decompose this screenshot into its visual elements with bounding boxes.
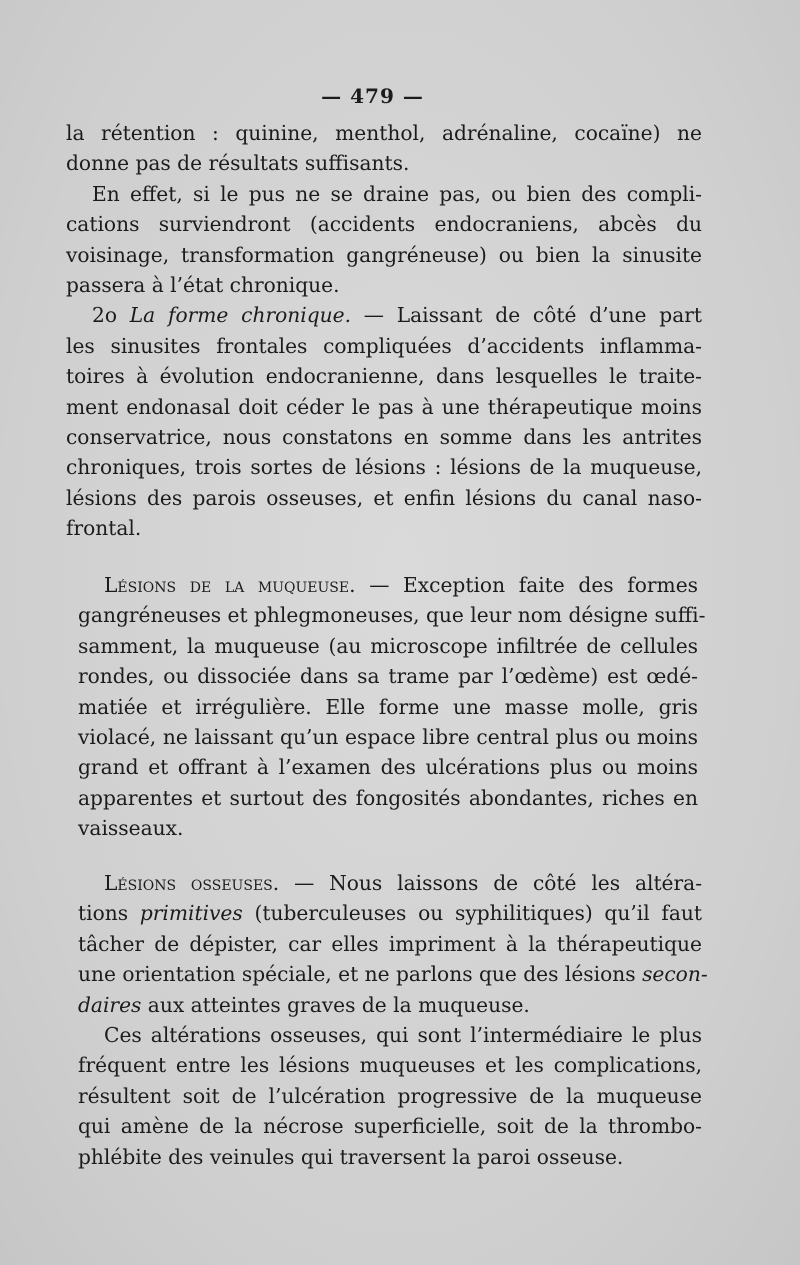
text-line: apparentes et surtout des fongosités abondantes, riches en bbox=[78, 785, 698, 810]
text-line: frontal. bbox=[66, 516, 142, 541]
paragraph-chronic-form bbox=[66, 300, 702, 543]
text-line: la rétention : quinine, menthol, adrénaline, cocaïne) ne bbox=[66, 121, 702, 145]
text-fragment: (tuberculeuses ou syphilitiques) qu’il faut bbox=[254, 901, 703, 926]
text-fragment: une orientation spéciale, et ne parlons que des lésions bbox=[78, 962, 636, 987]
text-line bbox=[78, 570, 698, 600]
text-line: tâcher de dépister, car elles impriment à la thérapeutique bbox=[78, 931, 702, 956]
text-fragment: — Laissant de côté d’une part bbox=[363, 303, 703, 328]
section-heading: Lésions osseuses. bbox=[104, 871, 280, 895]
text-line: matiée et irrégulière. Elle forme une masse molle, gris bbox=[78, 694, 698, 719]
text-line: passera à l’état chronique. bbox=[66, 273, 340, 298]
text-line: ment endonasal doit céder le pas à une thérapeutique moins bbox=[66, 394, 702, 419]
text-line bbox=[78, 990, 702, 1020]
text-line: violacé, ne laissant qu’un espace libre central plus ou moins bbox=[78, 725, 698, 750]
text-block-bone bbox=[78, 868, 708, 1172]
text-line: chroniques, trois sortes de lésions : lésions de la muqueuse, bbox=[66, 455, 702, 480]
text-block-mucosa bbox=[78, 570, 706, 844]
text-fragment: tions bbox=[78, 901, 129, 926]
text-line: vaisseaux. bbox=[78, 816, 184, 841]
text-line: rondes, ou dissociée dans sa trame par l’œdème) est œdé- bbox=[78, 664, 698, 689]
text-line bbox=[66, 300, 702, 330]
text-line: fréquent entre les lésions muqueuses et les complications, bbox=[78, 1053, 702, 1078]
text-line: toires à évolution endocranienne, dans lesquelles le traite- bbox=[66, 364, 702, 389]
text-line: lésions des parois osseuses, et enfin lésions du canal naso- bbox=[66, 485, 702, 510]
paragraph-continuation bbox=[66, 118, 702, 179]
text-line: En effet, si le pus ne se draine pas, ou bien des compli- bbox=[92, 181, 702, 206]
text-line: samment, la muqueuse (au microscope infiltrée de cellules bbox=[78, 633, 698, 658]
section-heading: Lésions de la muqueuse. bbox=[104, 573, 356, 597]
text-line: phlébite des veinules qui traversent la paroi osseuse. bbox=[78, 1144, 624, 1169]
text-line: résultent soit de l’ulcération progressive de la muqueuse bbox=[78, 1083, 702, 1108]
text-line: grand et offrant à l’examen des ulcérations plus ou moins bbox=[78, 755, 698, 780]
text-line: donne pas de résultats suffisants. bbox=[66, 151, 410, 176]
text-line: Ces altérations osseuses, qui sont l’intermédiaire le plus bbox=[104, 1023, 702, 1048]
emphasis: daires bbox=[78, 992, 142, 1017]
text-fragment: aux atteintes graves de la muqueuse. bbox=[147, 992, 530, 1017]
paragraph-complications bbox=[66, 179, 702, 301]
paragraph-bone-lesions bbox=[78, 868, 708, 1020]
text-line bbox=[78, 898, 702, 928]
text-line: gangréneuses et phlegmoneuses, que leur nom désigne suffi- bbox=[78, 603, 706, 628]
page-number: — 479 — bbox=[321, 84, 424, 108]
section-title: La forme chronique. bbox=[129, 303, 351, 328]
section-number: 2o bbox=[92, 303, 117, 328]
text-line bbox=[78, 868, 702, 898]
text-line: qui amène de la nécrose superficielle, soit de la thrombo- bbox=[78, 1114, 702, 1139]
paragraph-bone-alterations bbox=[78, 1020, 702, 1172]
text-line: les sinusites frontales compliquées d’accidents inflamma- bbox=[66, 333, 702, 358]
text-fragment: — Exception faite des formes bbox=[369, 573, 699, 597]
emphasis: primitives bbox=[139, 901, 243, 926]
text-line: voisinage, transformation gangréneuse) ou bien la sinusite bbox=[66, 242, 702, 267]
emphasis: secon- bbox=[642, 962, 708, 987]
text-line: conservatrice, nous constatons en somme dans les antrites bbox=[66, 425, 702, 450]
text-line bbox=[78, 959, 708, 989]
text-fragment: — Nous laissons de côté les altéra- bbox=[294, 871, 703, 895]
text-line: cations surviendront (accidents endocraniens, abcès du bbox=[66, 212, 702, 237]
text-block-top bbox=[66, 118, 702, 544]
